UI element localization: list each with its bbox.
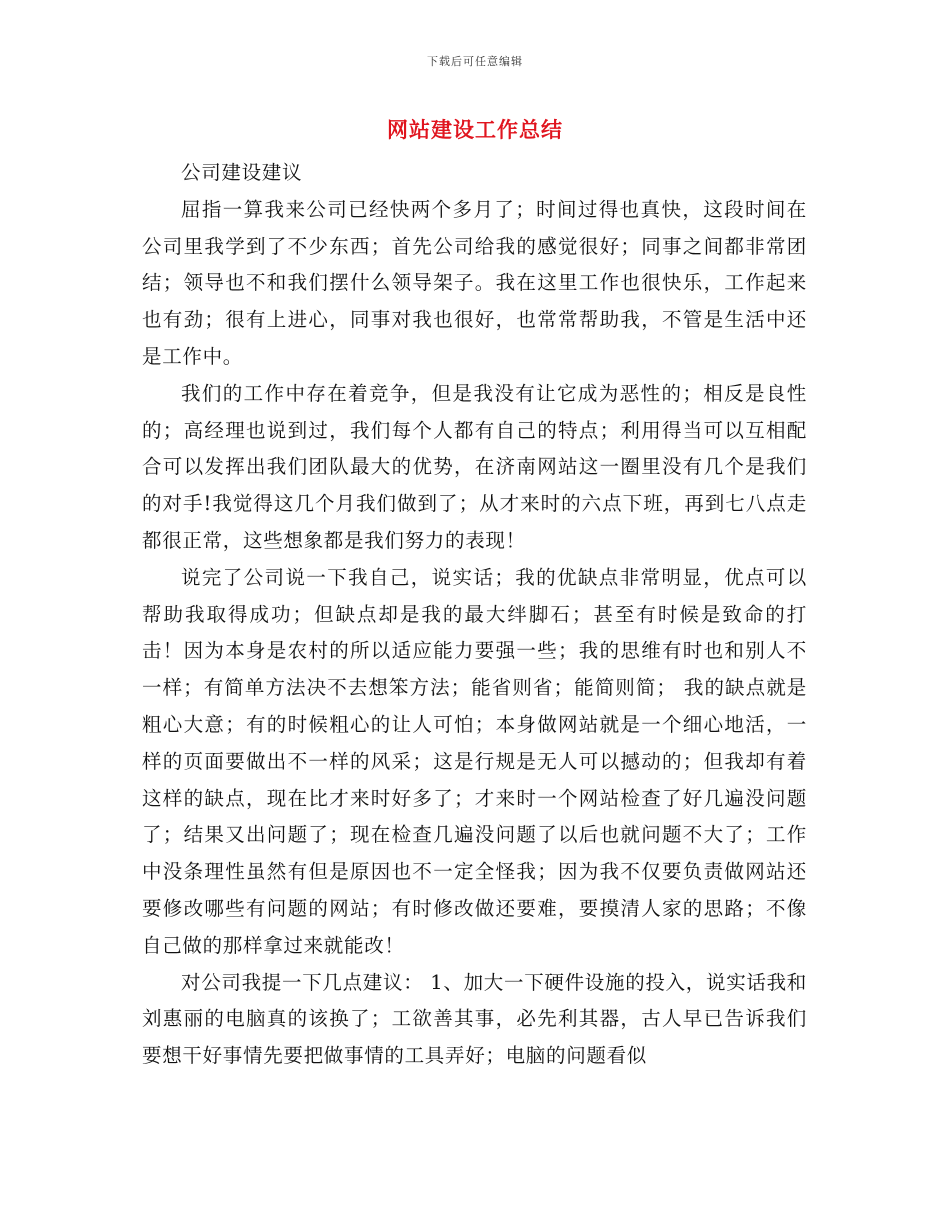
paragraph: 对公司我提一下几点建议： 1、加大一下硬件设施的投入，说实话我和刘惠丽的电脑真的该换了；工欲善其事，必先利其器，古人早已告诉我们要想干好事情先要把做事情的工具弄好；电脑的问题看似 xyxy=(142,970,808,1068)
paragraph: 说完了公司说一下我自己，说实话；我的优缺点非常明显，优点可以帮助我取得成功；但缺点却是我的最大绊脚石；甚至有时候是致命的打击！因为本身是农村的所以适应能力要强一些；我的思维有时也和别人不一样；有简单方法决不去想笨方法；能省则省；能简则简； 我的缺点就是粗心大意；有的时候粗心的让人可怕；本身做网站就是一个细心地活，一样的页面要做出不一样的风采；这是行规是无人可以撼动的；但我却有着这样的缺点，现在比才来时好多了；才来时一个网站检查了好几遍没问题了；结果又出问题了；现在检查几遍没问题了以后也就问题不大了；工作中没条理性虽然有但是原因也不一定全怪我；因为我不仅要负责做网站还要修改哪些有问题的网站；有时修改做还要难，要摸清人家的思路；不像自己做的那样拿过来就能改！ xyxy=(142,565,807,957)
paragraph: 屈指一算我来公司已经快两个多月了；时间过得也真快，这段时间在公司里我学到了不少东西；首先公司给我的感觉很好；同事之间都非常团结；领导也不和我们摆什么领导架子。我在这里工作也很快乐，工作起来也有劲；很有上进心，同事对我也很好，也常常帮助我，不管是生活中还是工作中。 xyxy=(142,197,807,368)
document-title: 网站建设工作总结 xyxy=(387,117,563,142)
document-body xyxy=(142,155,807,1075)
section-heading: 公司建设建议 xyxy=(181,161,303,184)
page-header: 下载后可任意编辑 xyxy=(427,55,523,68)
paragraph: 我们的工作中存在着竞争，但是我没有让它成为恶性的；相反是良性的；高经理也说到过，我们每个人都有自己的特点；利用得当可以互相配合可以发挥出我们团队最大的优势，在济南网站这一圈里没有几个是我们的对手!我觉得这几个月我们做到了；从才来时的六点下班，再到七八点走都很正常，这些想象都是我们努力的表现！ xyxy=(142,381,807,552)
